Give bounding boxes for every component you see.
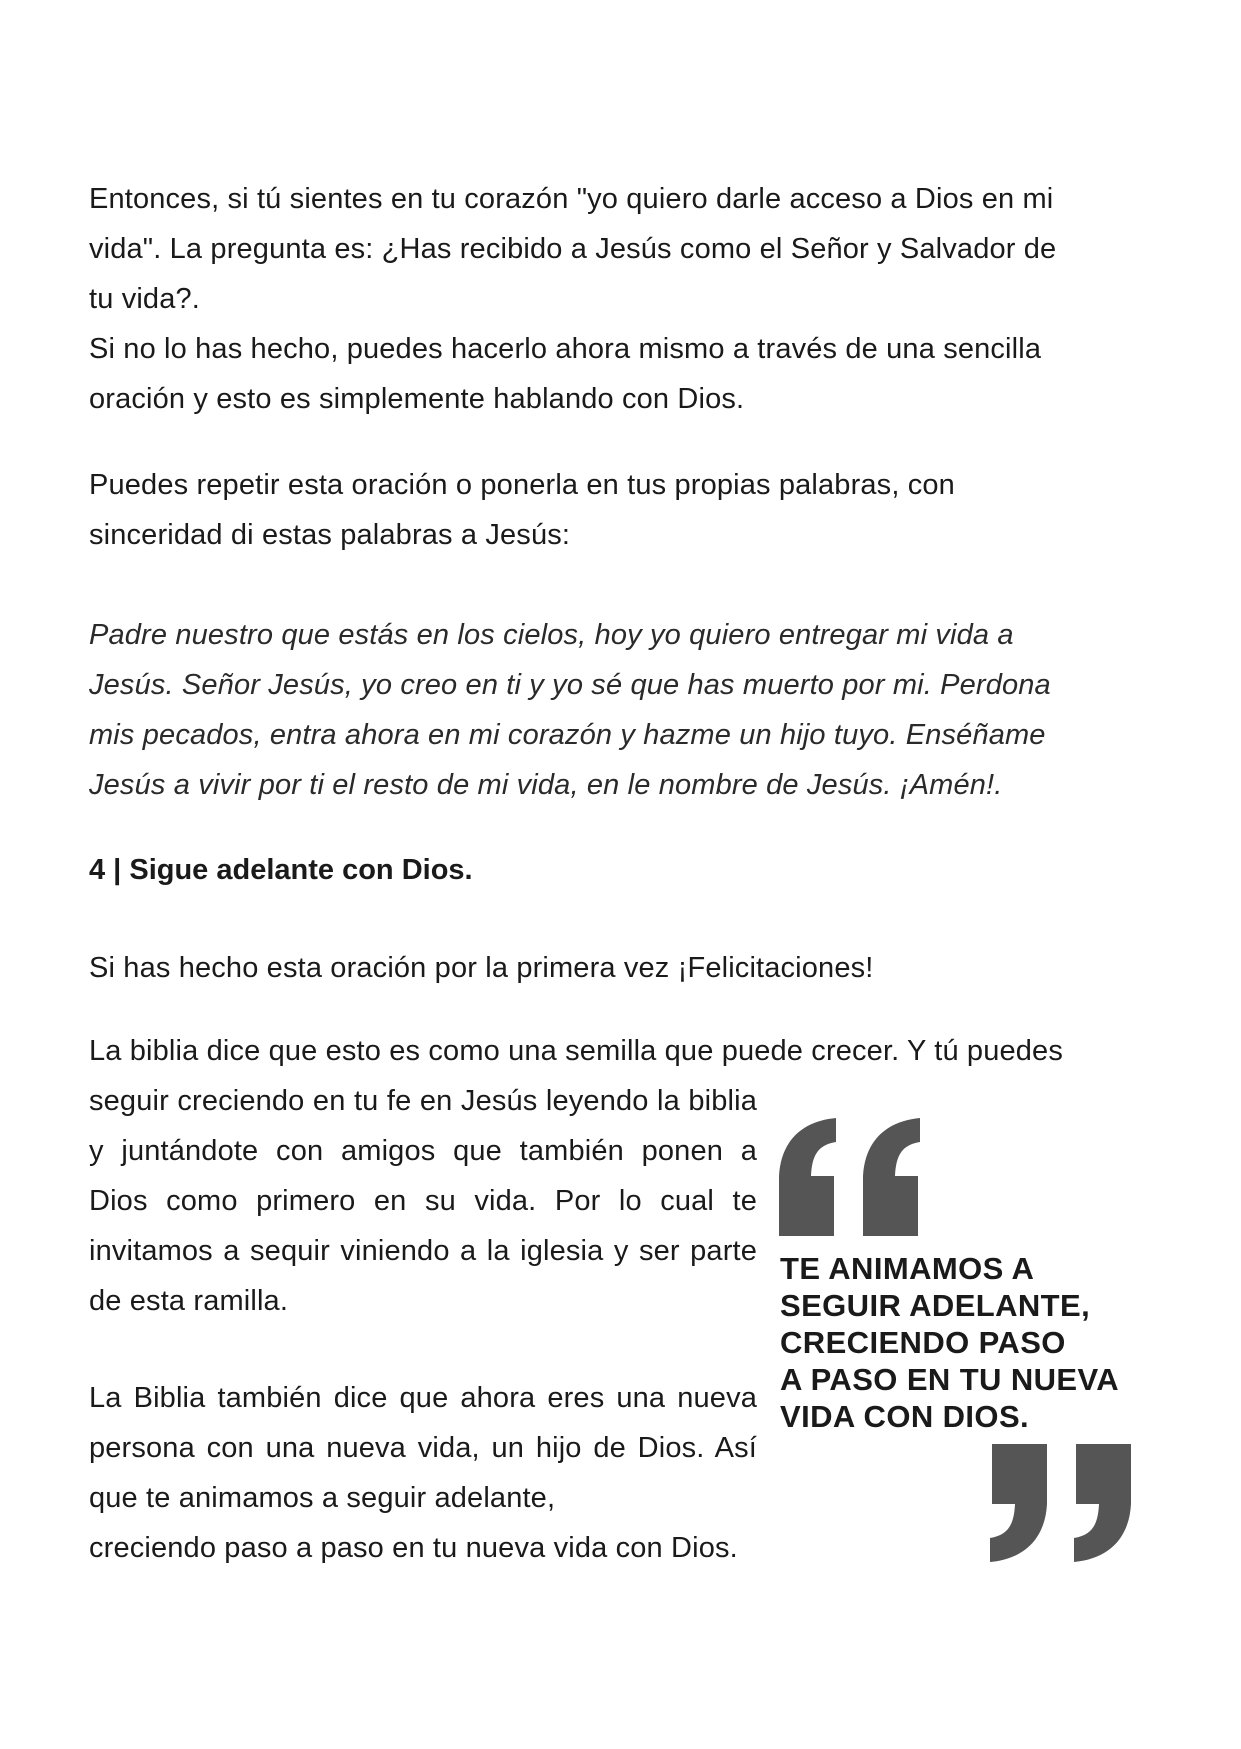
- prayer-line: Padre nuestro que estás en los cielos, hoy yo quiero entregar mi vida a: [89, 619, 1014, 651]
- prayer-paragraph: [89, 610, 1169, 810]
- repeat-line: Puedes repetir esta oración o ponerla en tus propias palabras, con: [89, 469, 955, 501]
- new-person-paragraph: [89, 1373, 757, 1573]
- bible-paragraph-first-line: La biblia dice que esto es como una semilla que puede crecer. Y tú puedes: [89, 1035, 1063, 1067]
- pull-quote-line: VIDA CON DIOS.: [780, 1399, 1030, 1434]
- pull-quote-line: CRECIENDO PASO: [780, 1325, 1066, 1360]
- close-quote-icon: [990, 1444, 1140, 1564]
- section-heading: 4 | Sigue adelante con Dios.: [89, 854, 473, 886]
- intro-line: tu vida?.: [89, 283, 200, 315]
- intro-line: oración y esto es simplemente hablando con Dios.: [89, 383, 745, 415]
- pull-quote-line: A PASO EN TU NUEVA: [780, 1362, 1120, 1397]
- new-person-last-line: creciendo paso a paso en tu nueva vida con Dios.: [89, 1532, 738, 1564]
- prayer-line: mis pecados, entra ahora en mi corazón y hazme un hijo tuyo. Enséñame: [89, 719, 1046, 751]
- open-quote-icon: [779, 1118, 929, 1238]
- intro-line: Entonces, si tú sientes en tu corazón "yo quiero darle acceso a Dios en mi: [89, 183, 1054, 215]
- new-person-body: La Biblia también dice que ahora eres una nueva persona con una nueva vida, un hijo de Dios. Así que te animamos a seguir adelante,: [89, 1382, 757, 1514]
- repeat-line: sinceridad di estas palabras a Jesús:: [89, 519, 571, 551]
- intro-line: Si no lo has hecho, puedes hacerlo ahora mismo a través de una sencilla: [89, 333, 1042, 365]
- pull-quote: [780, 1250, 1160, 1435]
- congrats-paragraph: Si has hecho esta oración por la primera vez ¡Felicitaciones!: [89, 952, 874, 984]
- prayer-line: Jesús a vivir por ti el resto de mi vida, en le nombre de Jesús. ¡Amén!.: [89, 769, 1003, 801]
- pull-quote-line: TE ANIMAMOS A: [780, 1251, 1035, 1286]
- repeat-paragraph: [89, 460, 1169, 560]
- bible-paragraph-body: seguir creciendo en tu fe en Jesús leyendo la biblia y juntándote con amigos que también ponen a Dios como primero en su vida. Por lo cual te invitamos a sequir viniendo a la iglesia y ser parte de esta ramilla.: [89, 1085, 757, 1317]
- intro-line: vida". La pregunta es: ¿Has recibido a Jesús como el Señor y Salvador de: [89, 233, 1057, 265]
- pull-quote-line: SEGUIR ADELANTE,: [780, 1288, 1091, 1323]
- intro-paragraph: [89, 174, 1169, 424]
- prayer-line: Jesús. Señor Jesús, yo creo en ti y yo sé que has muerto por mi. Perdona: [89, 669, 1051, 701]
